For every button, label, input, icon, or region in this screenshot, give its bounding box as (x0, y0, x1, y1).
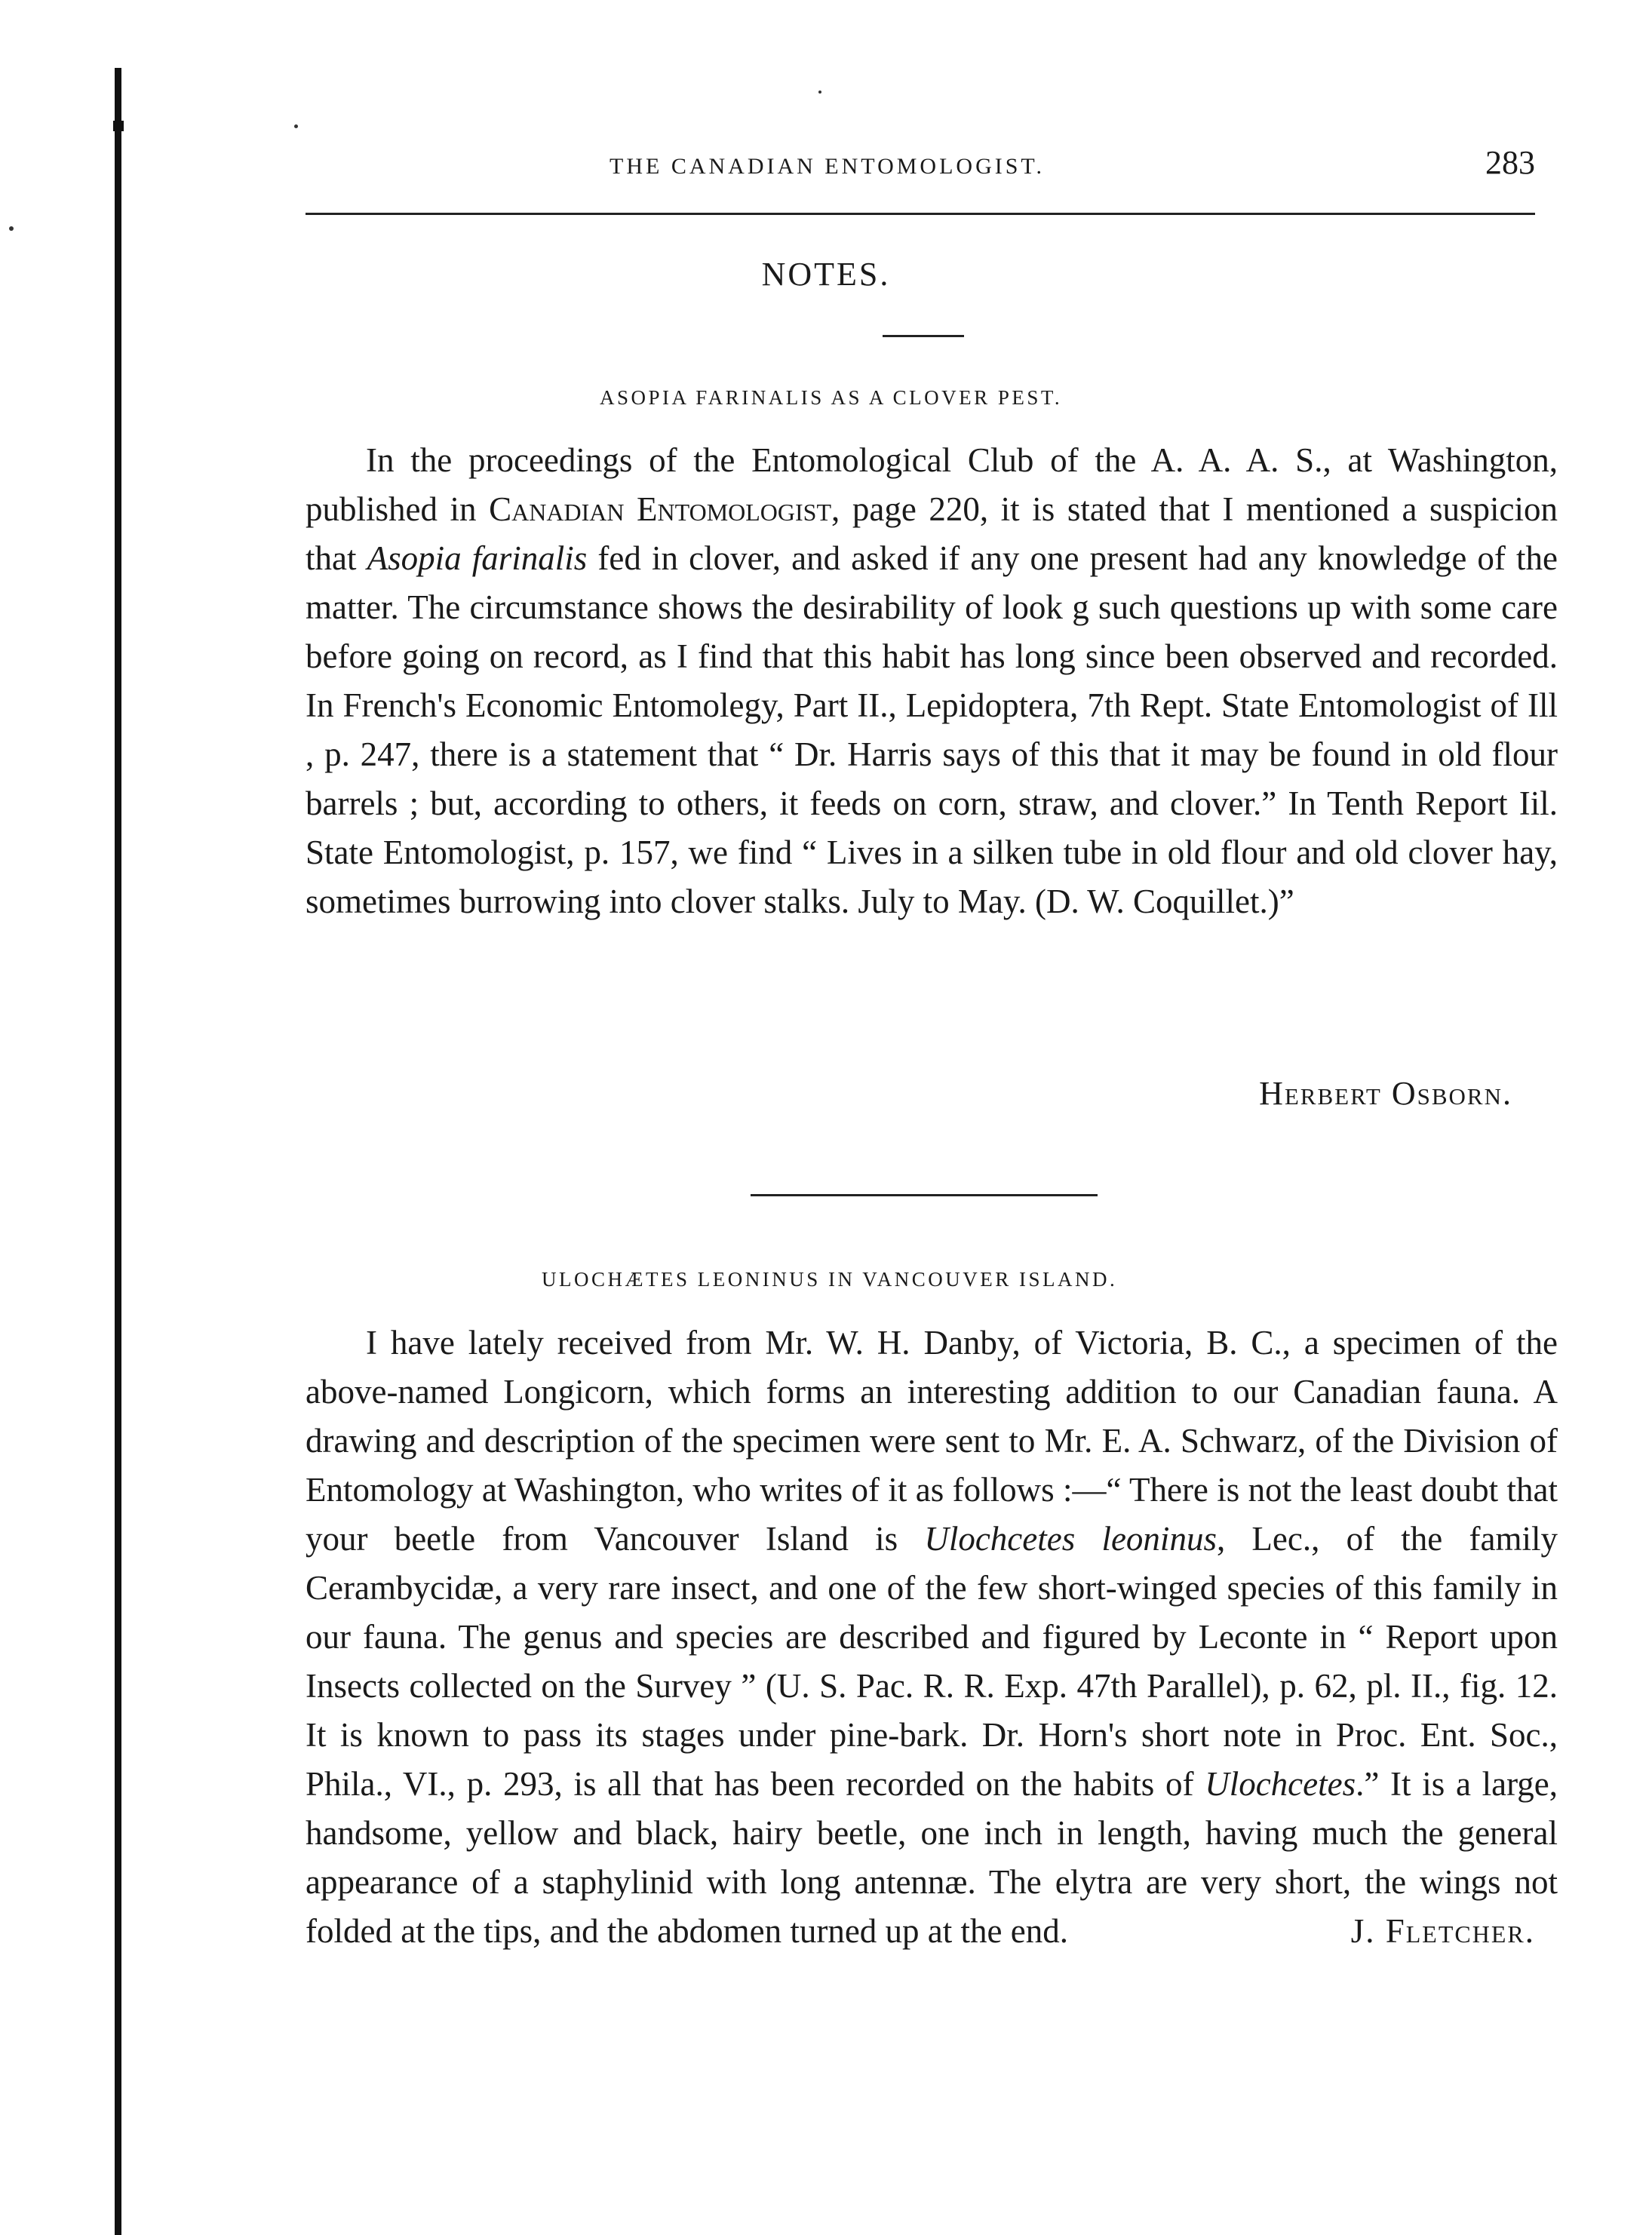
scan-speck (294, 124, 298, 128)
article-body (306, 1319, 1558, 1956)
section-divider (883, 335, 964, 337)
species-name: Asopia farinalis (367, 539, 588, 577)
section-title: NOTES. (761, 256, 891, 293)
author-signature: Herbert Osborn. (1259, 1075, 1512, 1112)
running-title: THE CANADIAN ENTOMOLOGIST. (610, 154, 1046, 179)
journal-name: Canadian Entomologist (489, 490, 832, 528)
article-heading: ASOPIA FARINALIS AS A CLOVER PEST. (600, 386, 1063, 409)
header-rule (306, 213, 1535, 215)
article-paragraph: I have lately received from Mr. W. H. Danby, of Victoria, B. C., a specimen of the above-named Longicorn, which forms an interesting addition to our Canadian fauna. A drawing and description of the specimen were sent to Mr. E. A. Schwarz, of the Division of Entomology at Washington, who writes of it as follows :—“ There is not the least doubt that your beetle from Vancouver Island is Ulochcetes leoninus, Lec., of the family Cerambycidæ, a very rare insect, and one of the few short-winged species of this family in our fauna. The genus and species are described and figured by Leconte in “ Report upon Insects collected on the Survey ” (U. S. Pac. R. R. Exp. 47th Parallel), p. 62, pl. II., fig. 12. It is known to pass its stages under pine-bark. Dr. Horn's short note in Proc. Ent. Soc., Phila., VI., p. 293, is all that has been recorded on the habits of Ulochcetes.” It is a large, handsome, yellow and black, hairy beetle, one inch in length, having much the general appearance of a staphylinid with long antennæ. The elytra are very short, the wings not folded at the tips, and the abdomen turned up at the end. J. Fletcher. (306, 1319, 1558, 1956)
page-edge-mark (113, 121, 124, 131)
running-head-row (302, 144, 1535, 193)
species-name: Ulochcetes leoninus (924, 1520, 1217, 1558)
article-paragraph: In the proceedings of the Entomological Club of the A. A. A. S., at Washington, published in Canadian Entomologist, page 220, it is stated that I mentioned a suspicion that Asopia farinalis fed in clover, and asked if any one present had any knowledge of the matter. The circumstance shows the desirability of look g such questions up with some care before going on record, as I find that this habit has long since been observed and recorded. In French's Economic Entomolegy, Part II., Lepidoptera, 7th Rept. State Entomologist of Ill , p. 247, there is a statement that “ Dr. Harris says of this that it may be found in old flour barrels ; but, according to others, it feeds on corn, straw, and clover.” In Tenth Report Iil. State Entomologist, p. 157, we find “ Lives in a silken tube in old flour and old clover hay, sometimes burrowing into clover stalks. July to May. (D. W. Coquillet.)” (306, 441, 1558, 920)
article-body (306, 436, 1558, 926)
article-divider (751, 1194, 1098, 1196)
page-number: 283 (1485, 144, 1535, 181)
scan-speck (9, 226, 14, 231)
scan-speck (818, 91, 821, 94)
author-signature: J. Fletcher. (1350, 1912, 1535, 1950)
page-edge-bar (115, 68, 121, 2235)
genus-name: Ulochcetes (1205, 1765, 1356, 1803)
article-heading: ULOCHÆTES LEONINUS IN VANCOUVER ISLAND. (542, 1268, 1118, 1291)
